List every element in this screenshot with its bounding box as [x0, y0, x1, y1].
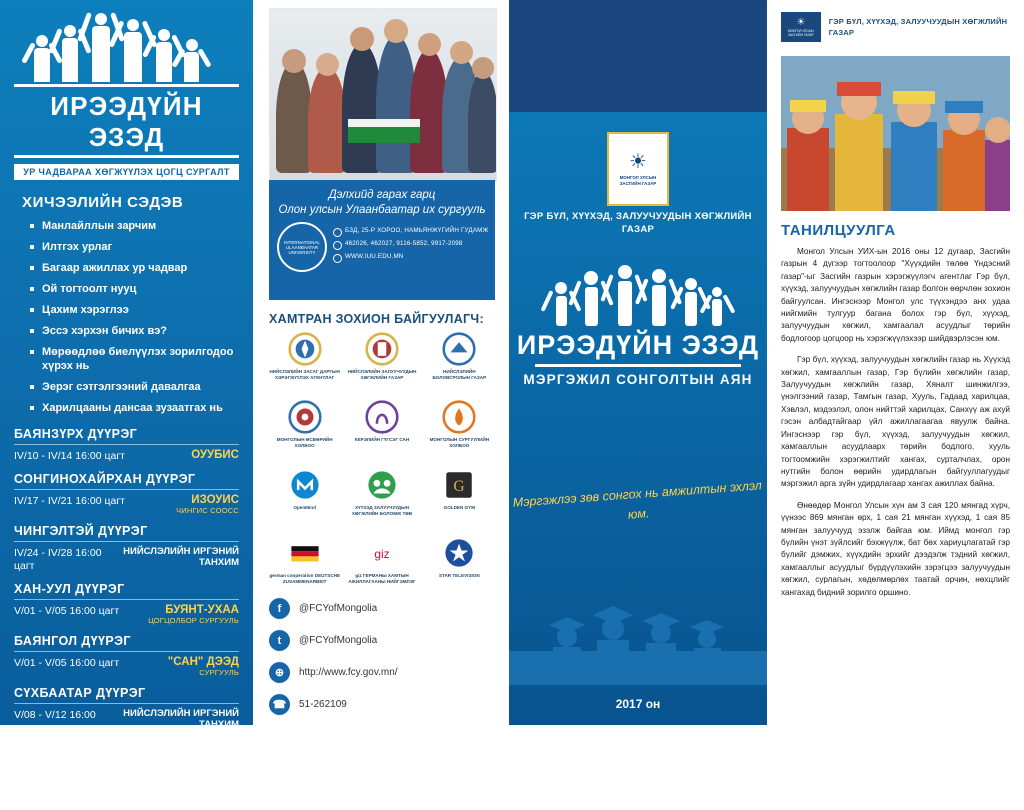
partners-grid [269, 332, 495, 594]
facebook-icon: f [269, 598, 290, 619]
partner-emblem-icon [442, 400, 476, 434]
children-photo [781, 56, 1010, 211]
cover-quote: Мэргэжлээ зөв сонгох нь амжилтын эхлэл юм. [512, 478, 763, 522]
cover-title: ИРЭЭДҮЙН ЭЗЭД [516, 330, 760, 360]
twitter-icon: t [269, 630, 290, 651]
cover-org-name: ГЭР БҮЛ, ХҮҮХЭД, ЗАЛУУЧУУДЫН ХӨГЖЛИЙН ГАЗАР [524, 211, 752, 235]
intro-body [781, 246, 1010, 608]
university-phone: 462026, 462027, 9116-5852, 9917-2098 [333, 239, 489, 249]
svg-text:giz: giz [374, 547, 390, 562]
partner-logo [424, 536, 495, 594]
schedule-venue: НИЙСЛЭЛИЙН ИРГЭНИЙ ТАНХИМ [123, 546, 239, 568]
social-row-website[interactable] [269, 662, 499, 683]
partner-name: ХҮҮХЭД ЗАЛУУЧУУДЫН ХӨГЖЛИЙН БОЛОМЖ ТӨВ [351, 505, 413, 516]
schedule-venue: НИЙСЛЭЛИЙН ИРГЭНИЙ ТАНХИМ [123, 708, 239, 730]
partner-name: МОНГОЛЫН ӨСВӨРИЙН ХОЛБОО [276, 437, 333, 448]
raised-hands-icon [509, 262, 767, 326]
schedule-venue: ОУУБИС [191, 449, 239, 461]
cover-figures-graphic [509, 262, 767, 326]
partner-name: giz ГЕРМАНЫ ХАМТЫН АЖИЛЛАГААНЫ НИЙГЭМЛЭГ [348, 573, 416, 584]
schedule-venue-sub: СУРГУУЛЬ [199, 668, 239, 677]
list-item: Цахим хэрэглээ [30, 303, 243, 317]
partner-emblem-icon [442, 468, 476, 502]
social-handle[interactable]: @FCYofMongolia [299, 635, 378, 646]
university-contact-info [333, 226, 489, 265]
left-brand-title: ИРЭЭДҮЙН ЭЗЭД [50, 91, 203, 152]
list-item: Ой тогтоолт нууц [30, 282, 243, 296]
graduation-cap-icon [509, 565, 767, 685]
children-photo-illustration [781, 56, 1010, 211]
partner-logo [346, 468, 417, 526]
cover-subtitle: МЭРГЭЖИЛ СОНГОЛТЫН АЯН [523, 372, 753, 387]
schedule-list [0, 427, 253, 735]
partner-emblem-icon [365, 536, 399, 570]
partner-emblem-icon [288, 536, 322, 570]
government-emblem-small [781, 12, 821, 42]
university-tagline-line2: Олон улсын Улаанбаатар их сургууль [278, 204, 486, 216]
partner-emblem-icon [442, 332, 476, 366]
partner-logo [346, 332, 417, 390]
left-brand-subtitle: УР ЧАДВАРАА ХӨГЖҮҮЛЭХ ЦОГЦ СУРГАЛТ [14, 164, 239, 180]
university-address: БЗД, 25-Р ХОРОО, НАМЬЯНЖҮГИЙН ГУДАМЖ [333, 226, 489, 236]
intro-paragraph: Өнөөдөр Монгол Улсын хүн ам 3 сая 120 мянгад хүрч, үүнээс 869 мянган өрх, 1 сая 21 мянган хүүхэд, 1 сая 85 мянган залуучууд эзэлж байгаа юм. Иймд монгол гэр бүлийн үнэт зүйлсийг бэхжүүлж, бат бөх хариуцлагатай гэр бүлийг дэмжих, хүүхдийн эрхийг дээдэлж тэдний хөгжил, хамгааллыг асуудлыг бүрдүүлэхийн зэрэгцээ залуучуудын хөгжил, сурлагын, хөдөлмөрлөх таатай орчин, нөхцлийг хангахад бидний зорилго оршино. [781, 500, 1010, 597]
partner-name: КЕРЭЛИЙН ГҮГСЭГ САН [354, 437, 410, 442]
contact-label: ДЭЛГЭРЭНГҮЙ МЭДЭЭЛЛИЙГ: [14, 771, 84, 792]
partner-emblem-icon [365, 400, 399, 434]
partner-name: STAR TELEVISION [438, 573, 480, 578]
schedule-date: IV/17 - IV/21 16:00 цагт [14, 495, 125, 507]
social-row-twitter[interactable] [269, 630, 499, 651]
schedule-district: БАЯНГОЛ ДҮҮРЭГ [14, 634, 239, 652]
partner-logo [269, 536, 340, 594]
list-item: Харилцааны дансаа зузаатгах нь [30, 401, 243, 415]
partner-emblem-icon [288, 332, 322, 366]
schedule-date: V/01 - V/05 16:00 цагт [14, 657, 120, 669]
list-item: Багаар ажиллах ур чадвар [30, 261, 243, 275]
list-item: Эерэг сэтгэлгээний давалгаа [30, 380, 243, 394]
soyombo-icon: ☀ [629, 150, 647, 173]
topics-heading: ХИЧЭЭЛИЙН СЭДЭВ [22, 194, 184, 211]
schedule-date: IV/24 - IV/28 16:00 цагт [14, 547, 102, 572]
topics-list [30, 219, 243, 415]
cover-divider [535, 364, 741, 367]
schedule-district: СОНГИНОХАЙРХАН ДҮҮРЭГ [14, 472, 239, 490]
partner-logo [269, 400, 340, 458]
schedule-row [14, 524, 239, 573]
schedule-date: V/08 - V/12 16:00 цагт [14, 709, 96, 734]
schedule-district: БАЯНЗҮРХ ДҮҮРЭГ [14, 427, 239, 445]
partner-logo [424, 400, 495, 458]
partner-name: НИЙСЛЭЛИЙН БОЛОВСРОЛЫН ГАЗАР [432, 369, 487, 380]
globe-icon: ⊕ [269, 662, 290, 683]
intro-panel [767, 0, 1024, 725]
emblem-caption: МОНГОЛ УЛСЫН ЗАСГИЙН ГАЗАР [619, 174, 657, 186]
graduates-silhouette [509, 565, 767, 685]
schedule-venue: "САН" ДЭЭД [167, 656, 239, 668]
social-row-phone[interactable] [269, 694, 499, 715]
partner-emblem-icon [365, 468, 399, 502]
right-org-name: ГЭР БҮЛ, ХҮҮХЭД, ЗАЛУУЧУУДЫН ХӨГЖЛИЙН ГАЗАР [828, 17, 1008, 37]
partner-name: НИЙСЛЭЛИЙН ЗАЛУУЧУУДЫН ХӨГЖЛИЙН ГАЗАР [347, 369, 417, 380]
partners-heading: ХАМТРАН ЗОХИОН БАЙГУУЛАГЧ: [269, 312, 484, 326]
schedule-row [14, 472, 239, 515]
partner-name: german cooperation DEUTSCHE ZUSAMMENARBEIT [269, 573, 341, 584]
left-brand-bar [14, 84, 239, 158]
intro-paragraph: Монгол Улсын УИХ-ын 2016 оны 12 дугаар, Засгийн газрын 4 дүгээр тогтоолоор "Хүүхдийн төлөө Үндэсний газар"-ыг Засгийн газрын хэрэгжүүлэгч агентлаг Гэр бүл, хүүхэд, залуучуудын хөгжлийн газар болгон өөрчлөн зохион байгуулсан. Ингэснээр Монгол улс түүхэндээ анх удаа нийгмийн тулгуур багана болох гэр бүл, хүүхэд, залуучуудын хөгжил, хамгаалал асуудлыг төрийн бодлогоор цогцоор нь хэрэгжүүлэхээр шийдвэрлэсэн юм. [781, 247, 1010, 343]
list-item: Эссэ хэрхэн бичих вэ? [30, 324, 243, 338]
social-handle[interactable]: @FCYofMongolia [299, 603, 378, 614]
partner-logo [269, 332, 340, 390]
contact-phone: 9913-7702 [136, 754, 200, 809]
list-item: Илтгэх урлаг [30, 240, 243, 254]
contact-block [14, 745, 239, 810]
partner-emblem-icon [288, 400, 322, 434]
students-photo [269, 8, 497, 182]
schedule-date: IV/10 - IV/14 16:00 цагт [14, 450, 125, 462]
schedule-district: ХАН-УУЛ ДҮҮРЭГ [14, 582, 239, 600]
university-info-band [269, 180, 495, 300]
schedule-row [14, 686, 239, 735]
partner-logo [424, 468, 495, 526]
intro-paragraph: Гэр бүл, хүүхэд, залуучуудын хөгжлийн газар нь Хүүхэд хөгжил, хамгааллын газар, Гэр бүлийн хөгжлийн газар, Залуучуудын хөгжлийн газар, Хяналт шинжилгээ, үнэлгээний газар, Тамгын газар, Хууль, Гадаад харилцаа, Хэвлэл, мэдээлэл, олон нийттэй харилцах, Санхүү аж ахуй гэсэн албадтайгаар үйл ажиллагаагаа явуулж байна. Ингэснээр гэр бүл, хүүхэд, залуучуудын хөгжил, хамгааллын асуудлаарх төрийн бодлого, хууль тогтоомжийн хэрэгжилтийг хангах, сурталчлах, орон нутгийн болон өөрийн удирдлагын байгууллагуудыг мэргэжил арга зүйн удирдлагаар хангах ажиллах байна. [781, 355, 1010, 489]
partner-name: OpenMind [293, 505, 316, 510]
intro-heading: ТАНИЛЦУУЛГА [781, 222, 896, 239]
schedule-venue: БУЯНТ-УХАА [165, 604, 239, 616]
partner-emblem-icon [288, 468, 322, 502]
schedule-district: ЧИНГЭЛТЭЙ ДҮҮРЭГ [14, 524, 239, 542]
schedule-venue: ИЗОУИС [191, 494, 239, 506]
social-links [269, 598, 499, 726]
schedule-district: СҮХБААТАР ДҮҮРЭГ [14, 686, 239, 704]
list-item: Манлайллын зарчим [30, 219, 243, 233]
schedule-row [14, 634, 239, 677]
list-item: Мөрөөдлөө биелүүлэх зорилгодоо хүрэх нь [30, 345, 243, 373]
university-seal: INTERNATIONAL ULAANBAATAR UNIVERSITY [277, 222, 327, 272]
partner-emblem-icon [365, 332, 399, 366]
schedule-venue-sub: ЦОГЦОЛБОР СУРГУУЛЬ [148, 616, 239, 625]
leadership-figures-graphic [0, 14, 253, 82]
svg-text:G: G [453, 477, 465, 495]
partner-logo [346, 400, 417, 458]
university-tagline-line1: Дэлхийд гарах гарц [328, 189, 436, 201]
partner-emblem-icon [442, 536, 476, 570]
emblem-caption: МОНГОЛ УЛСЫН ЗАСГИЙН ГАЗАР [787, 28, 814, 37]
right-header [781, 12, 1024, 42]
schedule-row [14, 427, 239, 463]
partner-logo [346, 536, 417, 594]
cover-top-band [509, 0, 767, 112]
university-website[interactable]: WWW.IUU.EDU.MN [333, 252, 489, 262]
university-tagline [269, 180, 495, 224]
phone-icon: ☎ [269, 694, 290, 715]
partner-name: GOLDEN GYM [443, 505, 476, 510]
schedule-date: V/01 - V/05 16:00 цагт [14, 605, 120, 617]
partner-name: НИЙСЛЭЛИЙН ЗАСАГ ДАРГЫН ХЭРЭГЖҮҮЛЭХ АГЕНТЛАГ [269, 369, 340, 380]
cover-year: 2017 он [615, 697, 661, 711]
partner-logo [424, 332, 495, 390]
schedule-row [14, 582, 239, 625]
social-row-facebook[interactable] [269, 598, 499, 619]
soyombo-icon: ☀ [796, 16, 806, 28]
schedule-venue-sub: ЧИНГИС СООСС [176, 506, 239, 515]
website-url[interactable]: http://www.fcy.gov.mn/ [299, 667, 398, 678]
partner-logo [269, 468, 340, 526]
cover-panel [509, 0, 767, 725]
partner-name: МОНГОЛЫН СУРГУУЛИЙН ХОЛБОО [429, 437, 490, 448]
government-emblem [607, 132, 669, 206]
left-panel [0, 0, 253, 809]
phone-number[interactable]: 51-262109 [299, 699, 347, 710]
partners-panel [253, 0, 509, 725]
